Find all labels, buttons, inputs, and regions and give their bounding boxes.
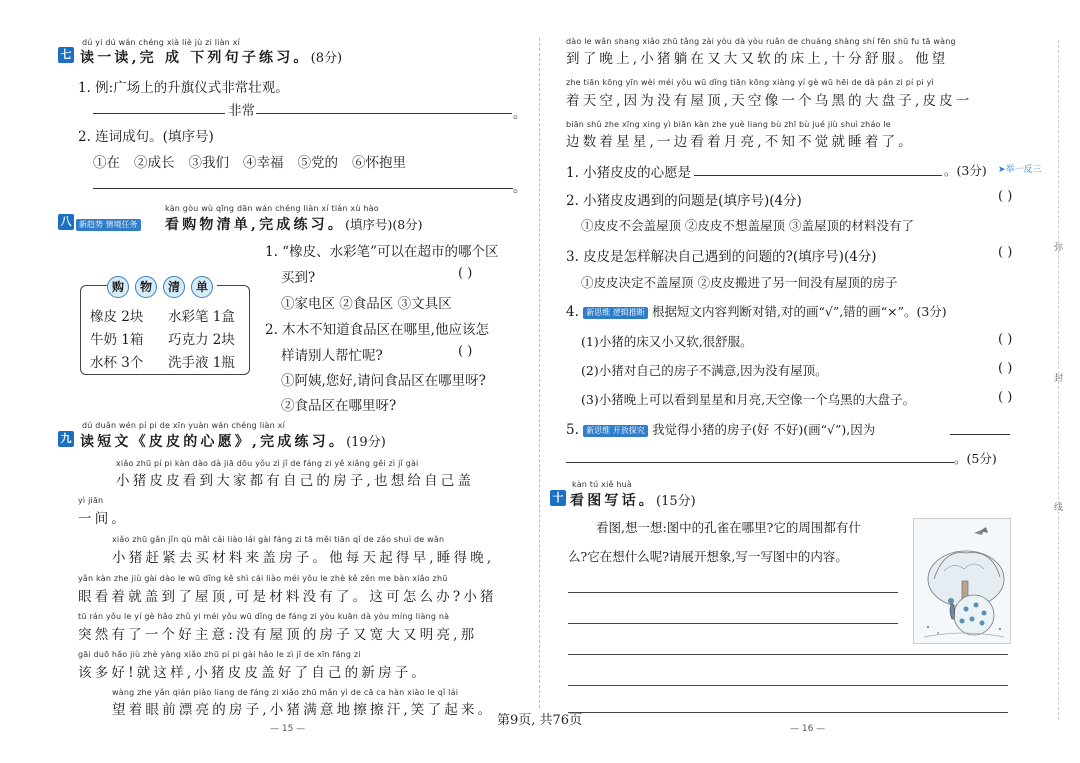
q4-line: 4. 新思维 逻辑推断 根据短文内容判断对错,对的画“√”,错的画“×”。(3分) [566,304,947,320]
list-title-char: 物 [135,276,157,298]
page-number-right: — 16 — [790,724,826,734]
q5-blank-2[interactable] [566,462,954,463]
q3-text: 3. 皮皮是怎样解决自己遇到的问题的?(填序号)(4分) [566,249,877,265]
q4-item-2-paren[interactable]: ( ) [998,361,1013,376]
passage-pinyin: gāi duō hǎo jiù zhè yàng xiǎo zhū pí pi gài hǎo le zì jǐ de xīn fáng zi [78,650,361,659]
q1-extension-tag: ➤举一反三 [998,165,1042,175]
passage-pinyin: biān shǔ zhe xīng xing yì biān kàn zhe yuè liang bù zhī bù jué jiù shuì zháo le [566,120,891,129]
s10-pinyin: kàn tú xiě huà [572,480,633,489]
s10-prompt-2: 么?它在想什么呢?请展开想象,写一写图中的内容。 [568,549,848,564]
passage-line: 边数着星星,一边看着月亮,不知不觉就睡着了。 [566,134,915,150]
q2-options: ①皮皮不会盖屋顶 ②皮皮不想盖屋顶 ③盖屋顶的材料没有了 [581,218,914,233]
passage-pinyin: zhe tiān kōng yīn wèi méi yǒu wū dǐng tiān kōng xiàng yí gè wū hēi de dà pán zi pí pi yì [566,78,934,87]
s7-opt-3: ③我们 [188,155,229,171]
s7-q2-options [93,151,406,171]
q5-tag: 新思维 开放探究 [583,425,648,437]
s7-q1-blank-2[interactable] [256,113,512,114]
s8-q2-option-1: ①阿姨,您好,请问食品区在哪里呀? [281,373,486,389]
q4-item-1-paren[interactable]: ( ) [998,332,1013,347]
writing-line[interactable] [568,592,898,593]
list-row: 洗手液 1瓶 [168,355,235,371]
passage-line: 望着眼前漂亮的房子,小猪满意地擦擦汗,笑了起来。 [112,702,495,718]
q5-line: 5. 新思维 开放探究 我觉得小猪的房子(好 不好)(画“√”),因为 [566,422,876,438]
writing-line[interactable] [568,623,898,624]
writing-line[interactable] [568,685,1008,686]
s9-pinyin: dú duǎn wén pí pi de xīn yuàn wán chéng liàn xí [82,421,286,430]
s8-pinyin: kàn gòu wù qīng dān wán chéng liàn xí tián xù hào [165,204,379,213]
list-title-char: 清 [163,276,185,298]
s8-q1-options: ①家电区 ②食品区 ③文具区 [281,296,452,312]
writing-line[interactable] [568,712,1008,713]
q4-item-2: (2)小猪对自己的房子不满意,因为没有屋顶。 [581,363,828,378]
q2-text: 2. 小猪皮皮遇到的问题是(填序号)(4分) [566,193,802,209]
s7-q1-period: 。 [513,106,527,122]
q4-item-3: (3)小猪晚上可以看到星星和月亮,天空像一个乌黑的大盘子。 [581,392,916,407]
s10-prompt-1: 看图,想一想:图中的孔雀在哪里?它的周围都有什 [596,520,861,535]
binding-mark: 线 [1054,503,1064,513]
passage-pinyin: dào le wǎn shang xiǎo zhū tǎng zài yòu dà yòu ruǎn de chuáng shàng shí fēn shū fu tā wàng [566,37,956,46]
q1-answer-line[interactable] [694,175,942,176]
passage-line: 着天空,因为没有屋顶,天空像一个乌黑的大盘子,皮皮一 [566,93,973,109]
writing-line[interactable] [568,654,1008,655]
q5-end: 。(5分) [954,451,997,466]
s8-q2-line-a: 2. 木木不知道食品区在哪里,他应该怎 [265,322,489,338]
s10-number-badge: 十 [550,490,566,506]
list-title-char: 购 [107,276,129,298]
s7-q1-fill-word: 非常 [228,103,255,119]
passage-pinyin: yì jiān [78,496,104,505]
s7-opt-6: ⑥怀抱里 [352,155,406,171]
right-page [540,0,1080,763]
passage-pinyin: xiǎo zhū gǎn jǐn qù mǎi cái liào lái gài fáng zi tā měi tiān qǐ de zǎo shuì de wǎn [112,535,445,544]
passage-pinyin: xiǎo zhū pí pi kàn dào dà jiā dōu yǒu zì jǐ de fáng zi yě xiǎng gěi zì jǐ gài [116,459,419,468]
s7-pinyin: dú yi dú wán chéng xià liè jù zi liàn xí [82,38,241,47]
q4-item-1: (1)小猪的床又小又软,很舒服。 [581,334,753,349]
s8-q1-answer-paren[interactable]: ( ) [458,266,473,281]
binding-mark: 封 [1054,374,1064,384]
s8-tag: 新趋势 情境任务 [76,214,141,230]
list-title-char: 单 [191,276,213,298]
s7-number-badge: 七 [58,47,74,63]
passage-line: 该多好!就这样,小猪皮皮盖好了自己的新房子。 [78,665,429,681]
s7-q2-label: 2. 连词成句。(填序号) [78,129,214,145]
s9-title: 读短文《皮皮的心愿》,完成练习。(19分) [80,434,386,450]
passage-line: 到了晚上,小猪躺在又大又软的床上,十分舒服。他望 [566,51,949,67]
q4-item-3-paren[interactable]: ( ) [998,390,1013,405]
passage-line: 一间。 [78,511,129,527]
list-row: 巧克力 2块 [168,332,235,348]
q5-blank-1[interactable] [950,434,1010,435]
peacock-illustration [913,518,1011,644]
s7-title: 读一读,完 成 下列句子练习。(8分) [80,50,343,66]
s10-title: 看图写话。(15分) [570,493,696,509]
s8-q2-option-2: ②食品区在哪里呀? [281,398,397,414]
list-row: 橡皮 2块 [90,309,144,325]
s7-opt-4: ④幸福 [243,155,284,171]
binding-mark: 弥 [1054,243,1064,253]
passage-line: 小猪皮皮看到大家都有自己的房子,也想给自己盖 [116,473,475,489]
s8-title: 看购物清单,完成练习。(填序号)(8分) [165,217,423,233]
passage-pinyin: yǎn kàn zhe jiù gài dào le wū dǐng kě shì cái liào méi yǒu le zhè kě zěn me bàn xiǎo zhū [78,574,448,583]
q1-text: 1. 小猪皮皮的心愿是 [566,165,692,181]
q3-options: ①皮皮决定不盖屋顶 ②皮皮搬进了另一间没有屋顶的房子 [581,275,898,290]
s7-q1-example: 1. 例:广场上的升旗仪式非常壮观。 [78,80,289,96]
s7-q2-answer-line[interactable] [93,188,513,189]
q1-end: 。(3分) [944,163,987,178]
s8-q2-line-b: 样请别人帮忙呢? [281,348,383,364]
s7-opt-1: ①在 [93,155,120,171]
s7-q1-blank-1[interactable] [93,113,225,114]
passage-pinyin: wàng zhe yǎn qián piào liang de fáng zi xiǎo zhū mǎn yì de cā ca hàn xiào le qǐ lái [112,688,459,697]
page-number-left: — 15 — [270,724,306,734]
s9-number-badge: 九 [58,431,74,447]
list-row: 水彩笔 1盒 [168,309,235,325]
q4-tag: 新思维 逻辑推断 [583,307,648,319]
list-row: 牛奶 1箱 [90,332,144,348]
q2-answer-paren[interactable]: ( ) [998,189,1013,204]
s8-q2-answer-paren[interactable]: ( ) [458,344,473,359]
passage-pinyin: tū rán yǒu le yí gè hǎo zhǔ yi méi yǒu wū dǐng de fáng zi yòu kuān dà yòu míng liàng nà [78,612,450,621]
passage-line: 眼看着就盖到了屋顶,可是材料没有了。这可怎么办?小猪 [78,589,497,605]
passage-line: 突然有了一个好主意:没有屋顶的房子又宽大又明亮,那 [78,627,478,643]
page-info-footer: 第9页, 共76页 [497,713,583,728]
s8-q1-line-b: 买到? [281,270,316,286]
s8-number-badge: 八 [58,214,74,230]
passage-line: 小猪赶紧去买材料来盖房子。他每天起得早,睡得晚, [112,550,495,566]
list-row: 水杯 3个 [90,355,144,371]
s7-opt-5: ⑤党的 [297,155,338,171]
binding-line [1058,40,1059,720]
shopping-list-title [107,276,217,298]
s7-opt-2: ②成长 [134,155,175,171]
s7-q2-period: 。 [513,180,527,196]
s8-q1-line-a: 1. “橡皮、水彩笔”可以在超市的哪个区 [265,244,499,260]
q3-answer-paren[interactable]: ( ) [998,245,1013,260]
